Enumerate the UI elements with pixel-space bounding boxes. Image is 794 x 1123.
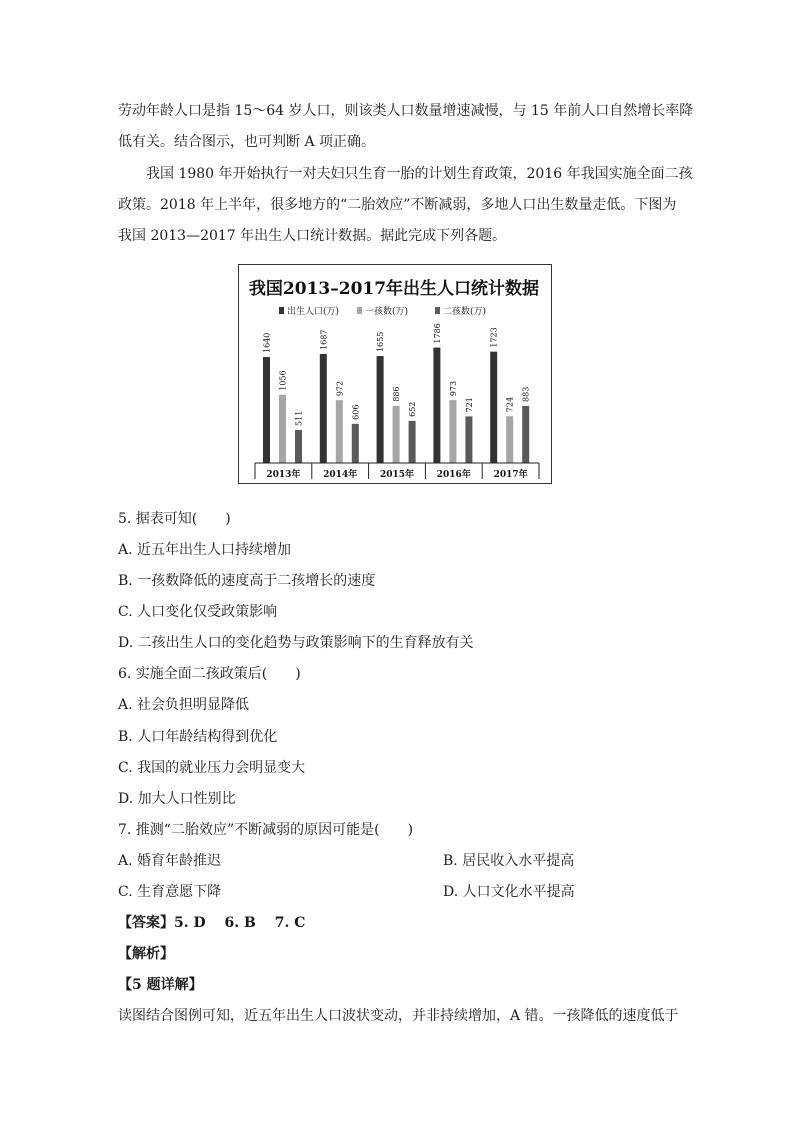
paragraph-2-line-3: 我国 2013—2017 年出生人口统计数据。据此完成下列各题。 (118, 228, 507, 244)
bar (295, 430, 302, 463)
chart-x-axis (255, 463, 539, 480)
legend-swatch (435, 307, 440, 314)
birth-population-chart (238, 264, 552, 484)
paragraph-1-line-2: 低有关。结合图示，也可判断 A 项正确。 (118, 134, 376, 150)
question-5-option-b[interactable]: B. 一孩数降低的速度高于二孩增长的速度 (118, 573, 376, 589)
legend-swatch (279, 307, 284, 314)
bar-value-label: 1723 (489, 327, 499, 348)
legend-item (435, 305, 486, 317)
bar (465, 416, 472, 463)
question-7-stem: 7. 推测“二胎效应”不断减弱的原因可能是( ) (118, 822, 414, 838)
bar (352, 424, 359, 463)
paragraph-2-line-2: 政策。2018 年上半年，很多地方的“二胎效应”不断减弱，多地人口出生数量走低。下图为 (118, 197, 677, 213)
bar (449, 400, 456, 463)
x-tick-label: 2016年 (436, 470, 471, 480)
analysis-label: 【解析】 (118, 946, 174, 962)
legend-swatch (357, 307, 362, 314)
chart-title: 我国2013–2017年出生人口统计数据 (248, 279, 540, 299)
question-5-option-d[interactable]: D. 二孩出生人口的变化趋势与政策影响下的生育释放有关 (118, 635, 474, 651)
bar-value-label: 883 (521, 386, 531, 402)
question-7-option-c[interactable]: C. 生育意愿下降 (118, 884, 222, 900)
question-6-option-c[interactable]: C. 我国的就业压力会明显变大 (118, 760, 306, 776)
paragraph-1-line-1: 劳动年龄人口是指 15～64 岁人口，则该类人口数量增速减慢，与 15 年前人口自然增长率降 (118, 103, 694, 119)
legend-label: 出生人口(万) (287, 307, 340, 317)
bar-value-label: 1687 (319, 329, 329, 350)
question-5-stem: 5. 据表可知( ) (118, 511, 231, 527)
detail-label: 【5 题详解】 (118, 977, 203, 993)
x-tick-label: 2017年 (493, 470, 528, 480)
legend-item (357, 305, 408, 317)
bar (320, 354, 327, 463)
legend-label: 二孩数(万) (443, 307, 487, 317)
bar (377, 356, 384, 463)
question-6-option-b[interactable]: B. 人口年龄结构得到优化 (118, 729, 278, 745)
bar (279, 395, 286, 463)
question-6-option-d[interactable]: D. 加大人口性别比 (118, 791, 236, 807)
paragraph-2-line-1: 我国 1980 年开始执行一对夫妇只生育一胎的计划生育政策，2016 年我国实施全面二孩 (146, 166, 693, 182)
question-7-option-d[interactable]: D. 人口文化水平提高 (443, 884, 575, 900)
bar (393, 406, 400, 463)
chart-bars (263, 323, 531, 463)
bar-value-label: 1056 (278, 370, 288, 391)
bar-value-label: 886 (392, 386, 402, 402)
detail-text: 读图结合图例可知，近五年出生人口波状变动，并非持续增加，A 错。一孩降低的速度低于 (118, 1008, 679, 1024)
bar (522, 406, 529, 463)
legend-item (279, 305, 339, 317)
x-tick-label: 2014年 (323, 470, 358, 480)
bar-value-label: 511 (294, 410, 304, 426)
bar (506, 416, 513, 463)
bar-value-label: 724 (505, 396, 515, 413)
question-6-stem: 6. 实施全面二孩政策后( ) (118, 666, 301, 682)
legend-label: 一孩数(万) (365, 307, 409, 317)
bar (409, 421, 416, 463)
bar-value-label: 1640 (262, 332, 272, 354)
bar-value-label: 721 (464, 397, 474, 413)
bar (490, 352, 497, 463)
bar (336, 400, 343, 463)
chart-svg (239, 265, 550, 482)
bar-value-label: 972 (335, 380, 345, 397)
bar-value-label: 973 (448, 380, 458, 397)
question-7-option-b[interactable]: B. 居民收入水平提高 (443, 853, 575, 869)
question-5-option-a[interactable]: A. 近五年出生人口持续增加 (118, 542, 292, 558)
bar-value-label: 652 (408, 401, 418, 417)
chart-legend (279, 305, 486, 317)
bar (433, 348, 440, 463)
answer-line: 【答案】5. D 6. B 7. C (118, 915, 306, 931)
question-5-option-c[interactable]: C. 人口变化仅受政策影响 (118, 604, 278, 620)
bar (263, 357, 270, 463)
question-6-option-a[interactable]: A. 社会负担明显降低 (118, 697, 250, 713)
x-tick-label: 2015年 (379, 470, 415, 480)
bar-value-label: 1655 (376, 331, 386, 353)
question-7-option-a[interactable]: A. 婚育年龄推迟 (118, 853, 222, 869)
x-tick-label: 2013年 (266, 470, 301, 480)
bar-value-label: 606 (351, 404, 361, 420)
bar-value-label: 1786 (432, 323, 442, 344)
